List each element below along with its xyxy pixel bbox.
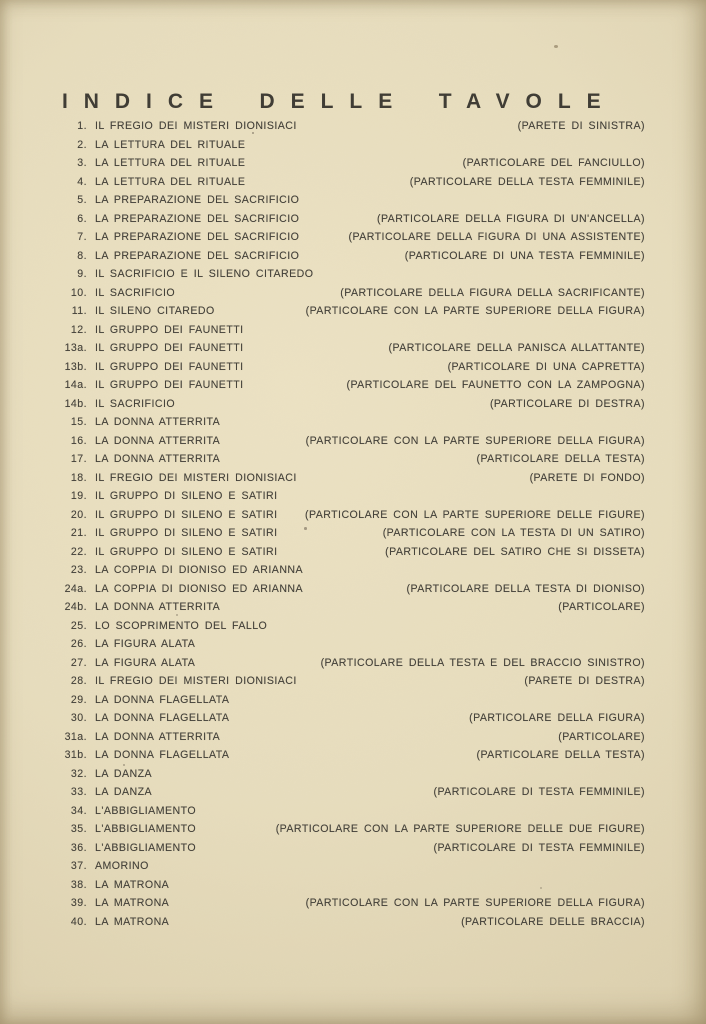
plate-note: (PARTICOLARE DI TESTA FEMMINILE)	[433, 786, 645, 798]
plate-title: LA LETTURA DEL RITUALE	[95, 175, 246, 188]
plate-title: IL GRUPPO DEI FAUNETTI	[95, 360, 244, 373]
plate-entry	[60, 802, 645, 821]
plate-entry	[60, 395, 645, 414]
plate-note: (PARTICOLARE CON LA PARTE SUPERIORE DELLA FIGURA)	[305, 305, 645, 317]
plate-number: 7.	[77, 231, 87, 243]
plate-entry	[60, 358, 645, 377]
plate-entry	[60, 857, 645, 876]
plate-number: 14a.	[64, 379, 87, 391]
plate-number: 18.	[70, 471, 87, 484]
plate-note: (PARTICOLARE DEL FAUNETTO CON LA ZAMPOGNA)	[346, 379, 645, 391]
plate-number: 22.	[70, 545, 87, 558]
plate-title: LA DONNA ATTERRITA	[95, 416, 221, 428]
plate-number: 39.	[70, 897, 87, 909]
plate-number: 31a.	[64, 730, 87, 743]
plate-entry	[60, 728, 645, 747]
plate-number: 31b.	[64, 749, 87, 761]
plate-entry	[60, 173, 645, 192]
plate-entry	[60, 432, 645, 451]
plate-list	[60, 117, 645, 931]
plate-title: IL SILENO CITAREDO	[95, 305, 215, 317]
plate-entry	[60, 339, 645, 358]
plate-title: IL GRUPPO DI SILENO E SATIRI	[95, 508, 278, 521]
plate-title: IL FREGIO DEI MISTERI DIONISIACI	[95, 120, 297, 132]
plate-entry	[60, 247, 645, 266]
plate-entry	[60, 487, 645, 506]
plate-entry	[60, 376, 645, 395]
plate-entry	[60, 580, 645, 599]
plate-entry	[60, 413, 645, 432]
plate-title: LA DONNA ATTERRITA	[95, 434, 221, 447]
plate-title: IL SACRIFICIO E IL SILENO CITAREDO	[95, 268, 314, 280]
plate-entry	[60, 635, 645, 654]
plate-number: 34.	[70, 804, 87, 817]
plate-note: (PARTICOLARE DELLA TESTA)	[476, 749, 645, 761]
plate-note: (PARTICOLARE)	[558, 730, 645, 743]
plate-title: LA PREPARAZIONE DEL SACRIFICIO	[95, 194, 300, 206]
plate-title: IL FREGIO DEI MISTERI DIONISIACI	[95, 471, 297, 484]
plate-title: AMORINO	[95, 860, 149, 872]
plate-entry	[60, 154, 645, 173]
plate-note: (PARETE DI DESTRA)	[524, 675, 645, 687]
plate-note: (PARTICOLARE DELLA TESTA FEMMINILE)	[409, 175, 645, 188]
plate-title: LA DONNA FLAGELLATA	[95, 712, 230, 724]
plate-number: 3.	[77, 157, 87, 169]
plate-note: (PARTICOLARE DI UNA CAPRETTA)	[447, 360, 645, 373]
plate-number: 1.	[77, 120, 87, 132]
plate-number: 13b.	[64, 360, 87, 373]
plate-title: L'ABBIGLIAMENTO	[95, 804, 197, 817]
plate-number: 32.	[70, 767, 87, 780]
plate-entry	[60, 820, 645, 839]
plate-number: 2.	[77, 138, 87, 151]
plate-entry	[60, 765, 645, 784]
plate-number: 8.	[77, 249, 87, 262]
plate-number: 6.	[77, 212, 87, 225]
plate-entry	[60, 894, 645, 913]
plate-entry	[60, 524, 645, 543]
plate-number: 38.	[70, 878, 87, 891]
plate-entry	[60, 598, 645, 617]
plate-entry	[60, 913, 645, 932]
plate-entry	[60, 506, 645, 525]
plate-note: (PARTICOLARE)	[558, 601, 645, 613]
plate-title: LA PREPARAZIONE DEL SACRIFICIO	[95, 231, 300, 243]
plate-number: 37.	[70, 860, 87, 872]
plate-number: 33.	[70, 786, 87, 798]
plate-title: IL SACRIFICIO	[95, 286, 176, 299]
plate-note: (PARETE DI SINISTRA)	[517, 120, 645, 132]
plate-entry	[60, 783, 645, 802]
paper-speck	[554, 45, 558, 48]
plate-number: 24b.	[64, 601, 87, 613]
plate-note: (PARTICOLARE DELLA TESTA DI DIONISO)	[406, 582, 645, 595]
plate-note: (PARTICOLARE DELLA FIGURA)	[469, 712, 645, 724]
plate-note: (PARTICOLARE DEL SATIRO CHE SI DISSETA)	[385, 545, 645, 558]
plate-title: LA COPPIA DI DIONISO ED ARIANNA	[95, 582, 304, 595]
plate-entry	[60, 265, 645, 284]
plate-number: 28.	[70, 675, 87, 687]
plate-entry	[60, 709, 645, 728]
plate-note: (PARTICOLARE CON LA PARTE SUPERIORE DELLA FIGURA)	[305, 897, 645, 909]
plate-entry	[60, 321, 645, 340]
plate-note: (PARTICOLARE CON LA PARTE SUPERIORE DELLE DUE FIGURE)	[275, 823, 645, 835]
plate-note: (PARTICOLARE DELLA PANISCA ALLATTANTE)	[388, 342, 645, 354]
plate-title: LA DONNA ATTERRITA	[95, 453, 221, 465]
plate-number: 9.	[77, 268, 87, 280]
plate-note: (PARTICOLARE CON LA PARTE SUPERIORE DELLA FIGURA)	[305, 434, 645, 447]
plate-number: 26.	[70, 638, 87, 650]
plate-title: LA DANZA	[95, 767, 153, 780]
plate-number: 14b.	[64, 397, 87, 410]
plate-title: IL GRUPPO DEI FAUNETTI	[95, 342, 244, 354]
plate-title: LA COPPIA DI DIONISO ED ARIANNA	[95, 564, 304, 576]
plate-number: 13a.	[64, 342, 87, 354]
plate-title: LO SCOPRIMENTO DEL FALLO	[95, 619, 268, 632]
plate-number: 23.	[70, 564, 87, 576]
plate-title: LA FIGURA ALATA	[95, 656, 196, 669]
plate-title: LA PREPARAZIONE DEL SACRIFICIO	[95, 212, 300, 225]
plate-entry	[60, 450, 645, 469]
plate-entry	[60, 839, 645, 858]
plate-number: 25.	[70, 619, 87, 632]
plate-title: LA DONNA ATTERRITA	[95, 730, 221, 743]
plate-number: 12.	[70, 323, 87, 336]
plate-title: IL GRUPPO DI SILENO E SATIRI	[95, 527, 278, 539]
plate-number: 15.	[70, 416, 87, 428]
plate-note: (PARTICOLARE DELLA TESTA E DEL BRACCIO SINISTRO)	[320, 656, 645, 669]
plate-note: (PARTICOLARE DEL FANCIULLO)	[462, 157, 645, 169]
plate-title: LA LETTURA DEL RITUALE	[95, 138, 246, 151]
plate-entry	[60, 561, 645, 580]
plate-entry	[60, 284, 645, 303]
plate-title: LA MATRONA	[95, 915, 170, 928]
plate-title: IL GRUPPO DEI FAUNETTI	[95, 379, 244, 391]
plate-number: 10.	[70, 286, 87, 299]
plate-entry	[60, 617, 645, 636]
plate-entry	[60, 191, 645, 210]
plate-number: 20.	[70, 508, 87, 521]
plate-title: L'ABBIGLIAMENTO	[95, 823, 197, 835]
plate-number: 27.	[70, 656, 87, 669]
plate-note: (PARTICOLARE DELLA FIGURA DELLA SACRIFICANTE)	[340, 286, 645, 299]
plate-title: LA DONNA FLAGELLATA	[95, 693, 230, 706]
plate-note: (PARTICOLARE DI DESTRA)	[489, 397, 645, 410]
plate-title: LA DONNA FLAGELLATA	[95, 749, 230, 761]
plate-title: L'ABBIGLIAMENTO	[95, 841, 197, 854]
plate-entry	[60, 672, 645, 691]
plate-note: (PARTICOLARE DELLA FIGURA DI UNA ASSISTENTE)	[348, 231, 645, 243]
plate-entry	[60, 302, 645, 321]
plate-entry	[60, 746, 645, 765]
plate-number: 30.	[70, 712, 87, 724]
plate-title: IL GRUPPO DI SILENO E SATIRI	[95, 490, 278, 502]
plate-entry	[60, 136, 645, 155]
plate-number: 35.	[70, 823, 87, 835]
plate-entry	[60, 469, 645, 488]
plate-entry	[60, 543, 645, 562]
plate-title: LA PREPARAZIONE DEL SACRIFICIO	[95, 249, 300, 262]
plate-entry	[60, 210, 645, 229]
plate-note: (PARTICOLARE DI TESTA FEMMINILE)	[433, 841, 645, 854]
plate-number: 16.	[70, 434, 87, 447]
plate-title: IL SACRIFICIO	[95, 397, 176, 410]
plate-entry	[60, 654, 645, 673]
plate-number: 40.	[70, 915, 87, 928]
plate-entry	[60, 876, 645, 895]
plate-note: (PARTICOLARE DI UNA TESTA FEMMINILE)	[404, 249, 645, 262]
plate-title: LA LETTURA DEL RITUALE	[95, 157, 246, 169]
plate-note: (PARETE DI FONDO)	[529, 471, 645, 484]
page-title: INDICE DELLE TAVOLE	[62, 90, 617, 114]
plate-number: 4.	[77, 175, 87, 188]
plate-number: 5.	[77, 194, 87, 206]
plate-number: 19.	[70, 490, 87, 502]
plate-entry	[60, 117, 645, 136]
plate-number: 11.	[71, 305, 87, 317]
plate-note: (PARTICOLARE DELLA FIGURA DI UN'ANCELLA)	[376, 212, 645, 225]
plate-note: (PARTICOLARE CON LA PARTE SUPERIORE DELLE FIGURE)	[305, 508, 645, 521]
plate-number: 21.	[70, 527, 87, 539]
plate-title: IL GRUPPO DI SILENO E SATIRI	[95, 545, 278, 558]
plate-number: 17.	[70, 453, 87, 465]
plate-title: LA MATRONA	[95, 878, 170, 891]
plate-note: (PARTICOLARE DELLE BRACCIA)	[461, 915, 645, 928]
plate-title: IL FREGIO DEI MISTERI DIONISIACI	[95, 675, 297, 687]
plate-number: 36.	[70, 841, 87, 854]
plate-note: (PARTICOLARE DELLA TESTA)	[476, 453, 645, 465]
plate-title: IL GRUPPO DEI FAUNETTI	[95, 323, 244, 336]
plate-entry	[60, 691, 645, 710]
plate-title: LA DONNA ATTERRITA	[95, 601, 221, 613]
plate-number: 24a.	[64, 582, 87, 595]
plate-title: LA FIGURA ALATA	[95, 638, 196, 650]
plate-note: (PARTICOLARE CON LA TESTA DI UN SATIRO)	[382, 527, 645, 539]
plate-title: LA MATRONA	[95, 897, 170, 909]
plate-number: 29.	[70, 693, 87, 706]
plate-entry	[60, 228, 645, 247]
plate-title: LA DANZA	[95, 786, 153, 798]
